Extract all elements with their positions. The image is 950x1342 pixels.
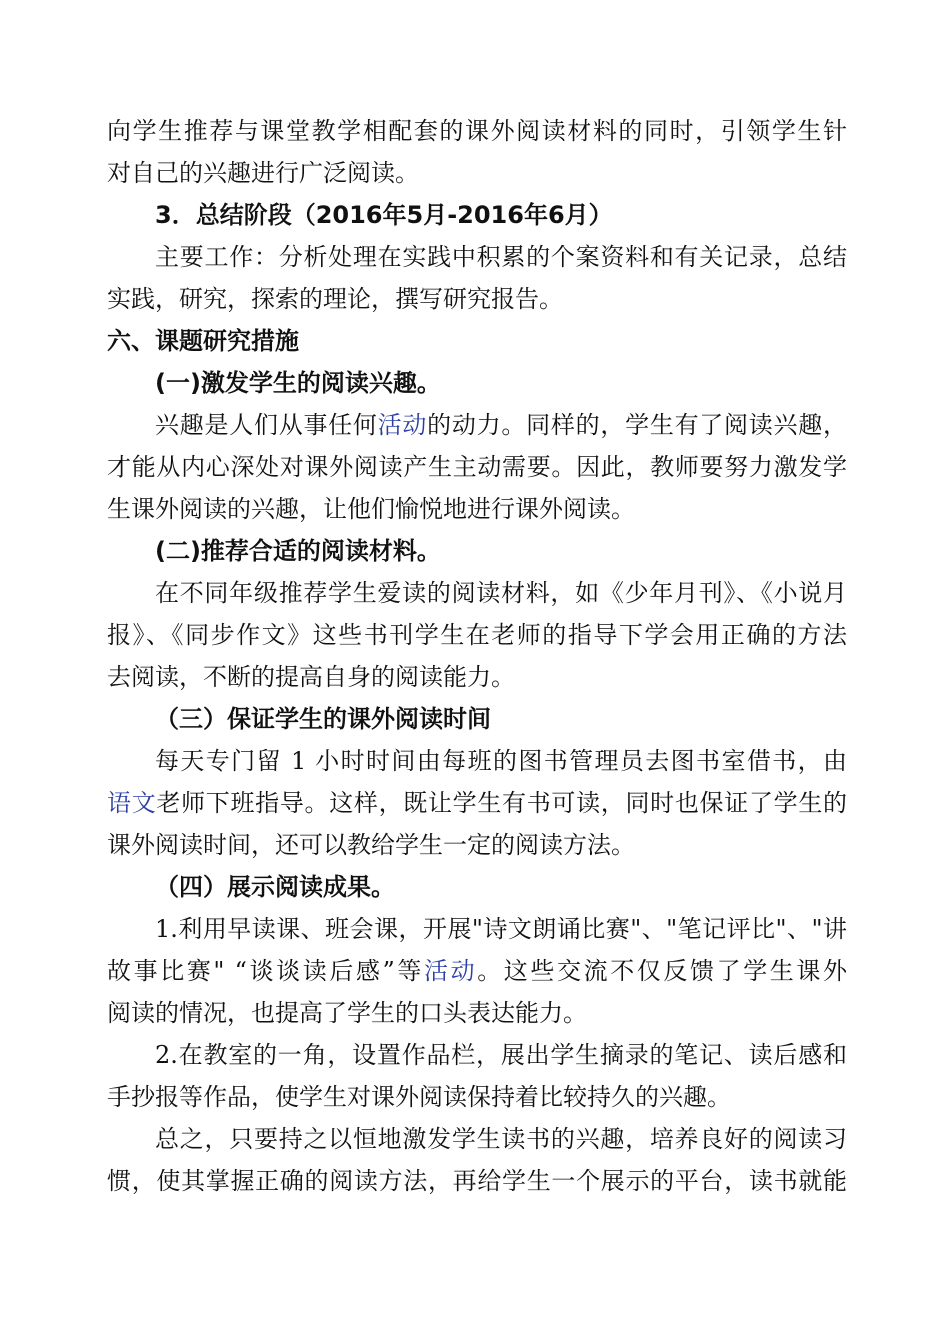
text-segment: 1.利用早读课、班会课，开展"诗文朗诵比赛"、"笔记评比"、"讲 <box>155 915 847 943</box>
text-line <box>107 656 847 698</box>
text-segment: 才能从内心深处对课外阅读产生主动需要。因此，教师要努力激发学 <box>107 453 847 481</box>
paragraph <box>107 908 847 1034</box>
text-segment: 主要工作：分析处理在实践中积累的个案资料和有关记录，总结 <box>155 243 847 271</box>
text-line <box>107 992 847 1034</box>
text-line <box>107 908 847 950</box>
text-line <box>107 194 847 236</box>
text-line <box>107 236 847 278</box>
text-line <box>107 1160 847 1202</box>
inline-link[interactable]: 活动 <box>424 957 478 985</box>
paragraph <box>107 404 847 530</box>
paragraph <box>107 236 847 320</box>
text-segment: 去阅读，不断的提高自身的阅读能力。 <box>107 663 515 691</box>
text-segment: 六、课题研究措施 <box>107 327 299 355</box>
text-segment: 惯，使其掌握正确的阅读方法，再给学生一个展示的平台，读书就能 <box>107 1167 847 1195</box>
text-segment: 在不同年级推荐学生爱读的阅读材料，如《少年月刊》、《小说月 <box>155 579 847 607</box>
text-line <box>107 488 847 530</box>
text-segment: 生课外阅读的兴趣，让他们愉悦地进行课外阅读。 <box>107 495 635 523</box>
text-line <box>107 1076 847 1118</box>
paragraph <box>107 572 847 698</box>
text-line <box>107 404 847 446</box>
text-line <box>107 950 847 992</box>
text-segment: （四）展示阅读成果。 <box>155 873 395 901</box>
text-segment: 故事比赛" “谈谈读后感”等 <box>107 957 424 985</box>
text-segment: 阅读的情况，也提高了学生的口头表达能力。 <box>107 999 587 1027</box>
text-segment: 每天专门留 1 小时时间由每班的图书管理员去图书室借书，由 <box>155 747 847 775</box>
text-line <box>107 824 847 866</box>
section-heading <box>107 698 847 740</box>
text-line <box>107 740 847 782</box>
text-segment: 2.在教室的一角，设置作品栏，展出学生摘录的笔记、读后感和 <box>155 1041 847 1069</box>
text-segment: 兴趣是人们从事任何 <box>155 411 378 439</box>
text-line <box>107 614 847 656</box>
text-line <box>107 866 847 908</box>
text-line <box>107 698 847 740</box>
paragraph <box>107 740 847 866</box>
paragraph <box>107 1118 847 1202</box>
text-segment: 。这些交流不仅反馈了学生课外 <box>477 957 847 985</box>
document-page <box>107 110 847 1202</box>
text-line <box>107 278 847 320</box>
text-segment: 向学生推荐与课堂教学相配套的课外阅读材料的同时，引领学生针 <box>107 117 847 145</box>
text-segment: （三）保证学生的课外阅读时间 <box>155 705 491 733</box>
text-segment: (一)激发学生的阅读兴趣。 <box>155 369 441 397</box>
paragraph <box>107 1034 847 1118</box>
section-heading <box>107 362 847 404</box>
text-segment: 总之，只要持之以恒地激发学生读书的兴趣，培养良好的阅读习 <box>155 1125 847 1153</box>
text-line <box>107 446 847 488</box>
paragraph <box>107 110 847 194</box>
text-line <box>107 1118 847 1160</box>
text-line <box>107 152 847 194</box>
section-heading <box>107 530 847 572</box>
text-line <box>107 362 847 404</box>
text-line <box>107 530 847 572</box>
text-line <box>107 572 847 614</box>
text-line <box>107 110 847 152</box>
section-heading <box>107 194 847 236</box>
text-segment: (二)推荐合适的阅读材料。 <box>155 537 441 565</box>
section-heading <box>107 320 847 362</box>
text-segment: 3．总结阶段（2016年5月-2016年6月） <box>155 201 613 229</box>
text-segment: 手抄报等作品，使学生对课外阅读保持着比较持久的兴趣。 <box>107 1083 731 1111</box>
text-line <box>107 782 847 824</box>
text-segment: 实践，研究，探索的理论，撰写研究报告。 <box>107 285 563 313</box>
inline-link[interactable]: 活动 <box>377 411 428 439</box>
text-segment: 报》、《同步作文》这些书刊学生在老师的指导下学会用正确的方法 <box>107 621 847 649</box>
text-line <box>107 1034 847 1076</box>
text-line <box>107 320 847 362</box>
text-segment: 老师下班指导。这样，既让学生有书可读，同时也保证了学生的 <box>156 789 847 817</box>
section-heading <box>107 866 847 908</box>
text-segment: 对自己的兴趣进行广泛阅读。 <box>107 159 419 187</box>
text-segment: 课外阅读时间，还可以教给学生一定的阅读方法。 <box>107 831 635 859</box>
inline-link[interactable]: 语文 <box>107 789 157 817</box>
text-segment: 的动力。同样的，学生有了阅读兴趣， <box>427 411 847 439</box>
